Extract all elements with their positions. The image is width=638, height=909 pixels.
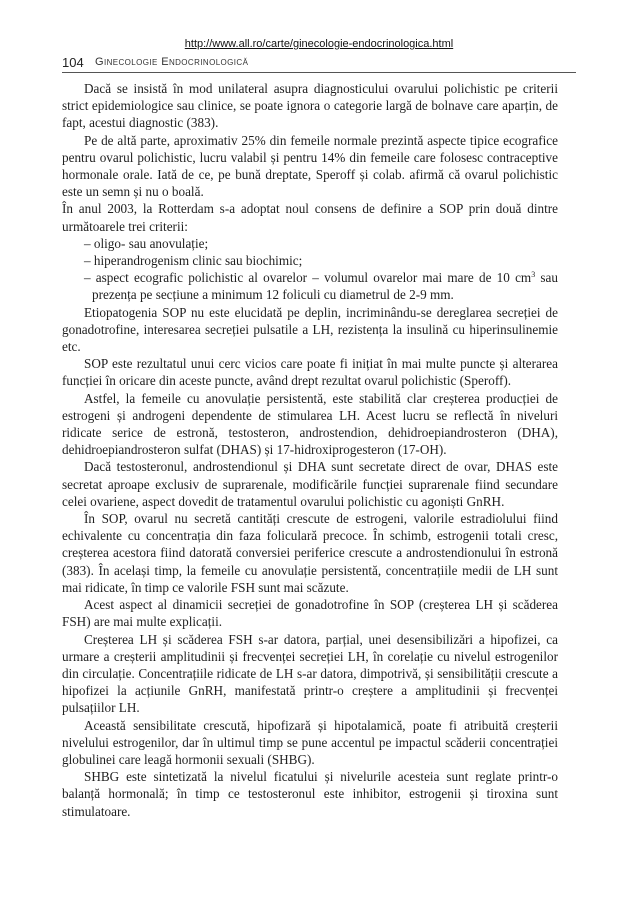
- page-number: 104: [62, 55, 84, 70]
- paragraph: Această sensibilitate crescută, hipofizară și hipotalamică, poate fi atribuită creșterii nivelului estrogenilor, dar în ultimul timp se pune accentul pe impactul scăderii concentrației globulinei care leagă hormonii sexuali (SHBG).: [62, 717, 558, 767]
- list-item-text: – aspect ecografic polichistic al ovarelor – volumul ovarelor mai mare de 10 cm: [84, 270, 532, 286]
- paragraph: Dacă testosteronul, androstendionul și DHA sunt secretate direct de ovar, DHAS este secretat aproape exclusiv de suprarenale, modificările funcției suprarenale fiind secundare celei ovariene, aspect dovedit de tratamentul ovarului polichistic cu agoniști GnRH.: [62, 459, 558, 509]
- paragraph: Astfel, la femeile cu anovulație persistentă, este stabilită clar creșterea producției de estrogeni și androgeni dependente de stimularea LH. Acest lucru se reflectă în niveluri ridicate serice de estronă, testosteron, androstendion, dehidroepiandrosteron (DHA), dehidroepiandrosteron sulfat (DHAS) și 17-hidroxiprogesteron (17-OH).: [62, 390, 558, 458]
- source-url[interactable]: http://www.all.ro/carte/ginecologie-endocrinologica.html: [184, 38, 454, 50]
- list-item: – oligo- sau anovulație;: [84, 235, 209, 251]
- paragraph: Creșterea LH și scăderea FSH s-ar datora, parțial, unei desensibilizări a hipofizei, ca urmare a creșterii amplitudinii și frecvenței secreției LH, în corelație cu nivelul estrogenilor din circulație. Concentrațiile ridicate de LH s-ar datora, dimpotrivă, și sensibilității crescute a hipofizei la acțiunile GnRH, manifestată printr-o creștere a amplitudinii și frecvenței pulsațiilor LH.: [62, 631, 558, 716]
- page-header: [62, 52, 576, 72]
- page-body: [62, 80, 558, 820]
- paragraph: Etiopatogenia SOP nu este elucidată pe deplin, incriminându-se dereglarea secreției de gonadotrofine, interesarea secreției pulsatile a LH, rezistența la insulină cu hiperinsulinemie etc.: [62, 304, 558, 355]
- paragraph: SOP este rezultatul unui cerc vicios care poate fi inițiat în mai multe puncte și alterarea funcției în oricare din aceste puncte, având drept rezultat ovarul polichistic (Speroff).: [62, 356, 558, 389]
- header-divider: [62, 72, 576, 73]
- paragraph: SHBG este sintetizată la nivelul ficatului și nivelurile acesteia sunt reglate printr-o balanță hormonală; în timp ce testosteronul este inhibitor, estrogenii și tiroxina sunt stimulatoare.: [62, 769, 558, 819]
- paragraph: Dacă se insistă în mod unilateral asupra diagnosticului ovarului polichistic pe criterii strict epidemiologice sau clinice, se poate ignora o categorie largă de bolnave care aparțin, de fapt, acestui diagnostic (383).: [62, 81, 558, 131]
- criteria-list: [62, 235, 558, 304]
- superscript: 3: [531, 270, 536, 280]
- list-item: [84, 269, 558, 303]
- paragraph: Acest aspect al dinamicii secreției de gonadotrofine în SOP (creșterea LH și scăderea FSH) are mai multe explicații.: [62, 597, 558, 630]
- paragraph: Pe de altă parte, aproximativ 25% din femeile normale prezintă aspecte tipice ecografice pentru ovarul polichistic, lucru valabil și pentru 14% din femeile care folosesc contraceptive hormonale orale. Iată de ce, pe bună dreptate, Speroff și colab. afirmă că ovarul polichistic este un semn și nu o boală.: [62, 132, 558, 200]
- paragraph: În SOP, ovarul nu secretă cantități crescute de estrogeni, valorile estradiolului fiind echivalente cu concentrația din faza foliculară precoce. În schimb, estrogenii totali cresc, creșterea acestora fiind datorată conversiei periferice crescute a androstendionului în estronă (383). În același timp, la femeile cu anovulație persistentă, concentrațiile medii de LH sunt mai ridicate, în timp ce valorile FSH sunt mai scăzute.: [62, 511, 558, 595]
- list-item: – hiperandrogenism clinic sau biochimic;: [84, 253, 303, 269]
- paragraph: În anul 2003, la Rotterdam s-a adoptat noul consens de definire a SOP prin două dintre următoarele trei criterii:: [62, 201, 558, 234]
- running-title: Ginecologie Endocrinologică: [95, 56, 249, 68]
- list-item-text: sau prezența pe secțiune a minimum 12 foliculi cu diametrul de 2-9 mm.: [92, 270, 558, 303]
